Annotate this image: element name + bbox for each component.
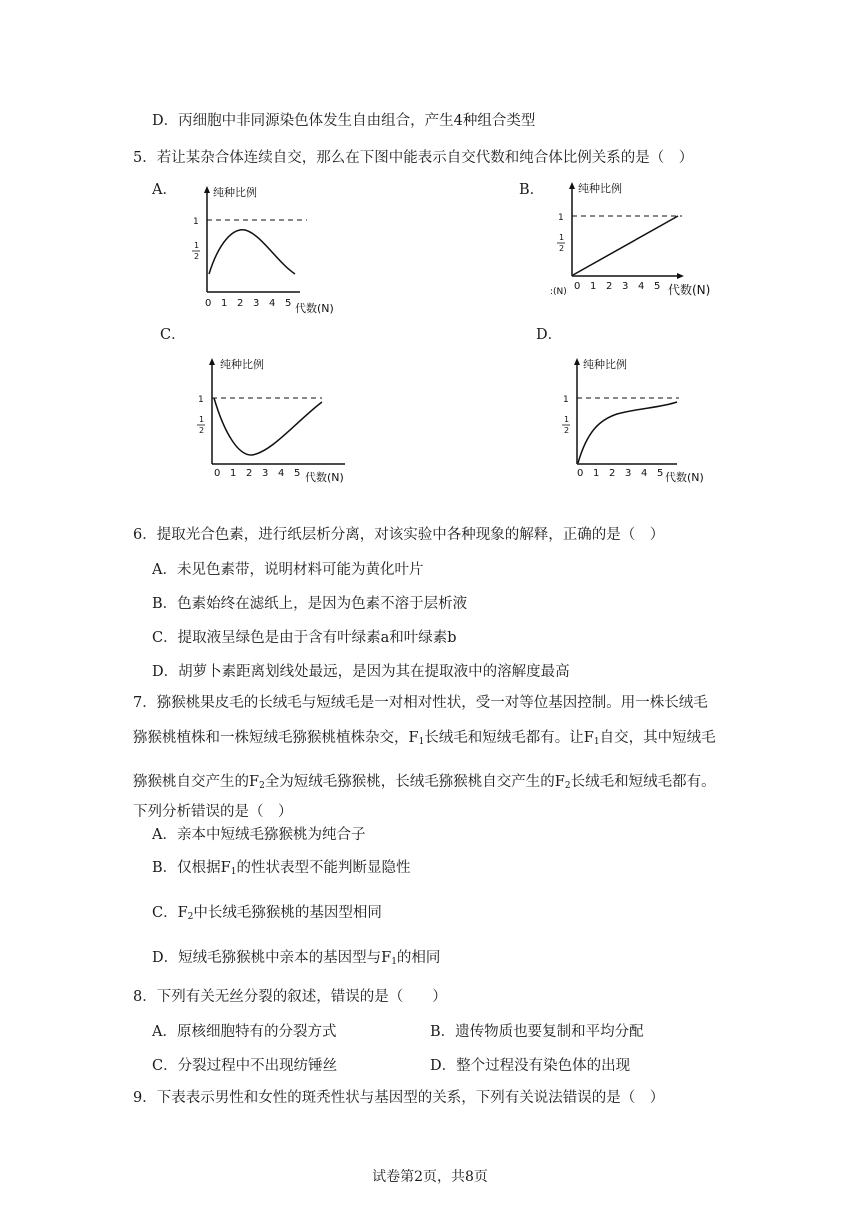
q5-label-b: B． [519, 182, 545, 198]
q7-option-b: B．仅根据$F_1$的性状表型不能判断显隐性 [152, 860, 411, 877]
svg-text:3: 3 [262, 468, 269, 479]
q8-option-d: D．整个过程没有染色体的出现 [430, 1058, 631, 1074]
graph-a-xlabel: 代数(N) [295, 302, 334, 315]
graph-c-xlabel: 代数(N) [305, 471, 344, 484]
graph-c [190, 352, 360, 492]
graph-d-xticks [577, 468, 663, 479]
graph-a-xticks [205, 298, 291, 309]
graph-a-curve [209, 230, 295, 274]
q6-option-b: B．色素始终在滤纸上，是因为色素不溶于层析液 [152, 596, 468, 612]
svg-text:3: 3 [622, 281, 629, 292]
svg-text:1: 1 [559, 233, 565, 242]
q5-label-d: D． [536, 327, 563, 343]
graph-a-ytick-half-num: 1 [194, 241, 200, 250]
svg-text:5: 5 [654, 281, 661, 292]
q6-option-a: A．未见色素带，说明材料可能为黄化叶片 [152, 562, 424, 578]
q7-option-a: A．亲本中短绒毛猕猴桃为纯合子 [152, 827, 366, 843]
svg-text:1: 1 [564, 415, 570, 424]
q7-line-1: 7．猕猴桃果皮毛的长绒毛与短绒毛是一对相对性状，受一对等位基因控制。用一株长绒毛 [133, 695, 708, 711]
graph-c-ylabel: 纯种比例 [220, 358, 264, 371]
svg-text:1: 1 [563, 395, 569, 405]
graph-b-xticks [574, 281, 660, 292]
graph-a-y-arrow [204, 186, 210, 193]
graph-d-ylabel: 纯种比例 [583, 358, 627, 371]
q5-label-c: C． [160, 327, 186, 343]
graph-b [550, 178, 730, 318]
q8-option-b: B．遗传物质也要复制和平均分配 [430, 1024, 644, 1040]
q7-line-2: 猕猴桃植株和一株短绒毛猕猴桃植株杂交，$F_1$长绒毛和短绒毛都有。让$F_1$自交，其中短绒毛 [133, 730, 716, 747]
q8-stem: 8．下列有关无丝分裂的叙述，错误的是（ ） [133, 989, 447, 1005]
graph-d [555, 352, 725, 492]
svg-text:1: 1 [199, 415, 205, 424]
graph-a-ytick-half-den: 2 [194, 252, 200, 261]
svg-text:2: 2 [199, 426, 205, 435]
q7-option-d: D．短绒毛猕猴桃中亲本的基因型与$F_1$的相同 [152, 950, 441, 967]
svg-text:4: 4 [269, 298, 276, 309]
q9-stem: 9．下表表示男性和女性的斑秃性状与基因型的关系，下列有关说法错误的是（ ） [133, 1090, 665, 1106]
graph-b-ylabel: 纯种比例 [578, 182, 622, 195]
q6-option-c: C．提取液呈绿色是由于含有叶绿素a和叶绿素b [152, 630, 457, 646]
q7-line-3: 猕猴桃自交产生的$F_2$全为短绒毛猕猴桃，长绒毛猕猴桃自交产生的$F_2$长绒毛和短绒毛都有。 [133, 774, 716, 791]
svg-text:1: 1 [221, 298, 228, 309]
graph-b-line [573, 216, 678, 275]
svg-text:0: 0 [577, 468, 584, 479]
svg-text:2: 2 [246, 468, 253, 479]
q8-option-a: A．原核细胞特有的分裂方式 [152, 1024, 337, 1040]
q8-option-c: C．分裂过程中不出现纺锤丝 [152, 1058, 338, 1074]
q4-option-d: D．丙细胞中非同源染色体发生自由组合，产生4种组合类型 [152, 113, 536, 129]
svg-text:0: 0 [574, 281, 581, 292]
graph-d-xlabel: 代数(N) [665, 471, 704, 484]
svg-text:1: 1 [590, 281, 597, 292]
svg-text:2: 2 [606, 281, 613, 292]
graph-b-prefix: :(N) [550, 287, 567, 297]
svg-text:3: 3 [253, 298, 260, 309]
graph-d-curve [578, 402, 677, 463]
svg-text:0: 0 [205, 298, 212, 309]
svg-text:5: 5 [294, 468, 301, 479]
svg-text:1: 1 [198, 395, 204, 405]
svg-text:4: 4 [641, 468, 648, 479]
q5-label-a: A． [152, 182, 177, 198]
q6-option-d: D．胡萝卜素距离划线处最远，是因为其在提取液中的溶解度最高 [152, 664, 570, 680]
svg-text:1: 1 [558, 213, 564, 223]
svg-text:1: 1 [230, 468, 237, 479]
graph-b-xlabel: 代数(N) [668, 283, 711, 297]
svg-text:5: 5 [657, 468, 664, 479]
graph-a-ytick-1: 1 [193, 217, 199, 227]
svg-text:4: 4 [638, 281, 645, 292]
svg-text:3: 3 [625, 468, 632, 479]
svg-text:4: 4 [278, 468, 285, 479]
svg-text:2: 2 [559, 244, 565, 253]
graph-a-ylabel: 纯种比例 [213, 186, 257, 199]
q5-stem: 5．若让某杂合体连续自交，那么在下图中能表示自交代数和纯合体比例关系的是（ ） [133, 150, 694, 166]
q7-option-c: C．$F_2$中长绒毛猕猴桃的基因型相同 [152, 905, 382, 922]
page-footer: 试卷第2页，共8页 [372, 1169, 488, 1185]
svg-text:2: 2 [237, 298, 244, 309]
q6-stem: 6．提取光合色素，进行纸层析分离，对该实验中各种现象的解释，正确的是（ ） [133, 527, 665, 543]
svg-text:2: 2 [609, 468, 616, 479]
q7-line-4: 下列分析错误的是（ ） [133, 804, 293, 820]
graph-c-curve [214, 398, 322, 455]
graph-a [185, 182, 345, 322]
graph-c-xticks [214, 468, 300, 479]
svg-text:5: 5 [285, 298, 292, 309]
svg-text:0: 0 [214, 468, 221, 479]
svg-text:2: 2 [564, 426, 570, 435]
svg-text:1: 1 [593, 468, 600, 479]
